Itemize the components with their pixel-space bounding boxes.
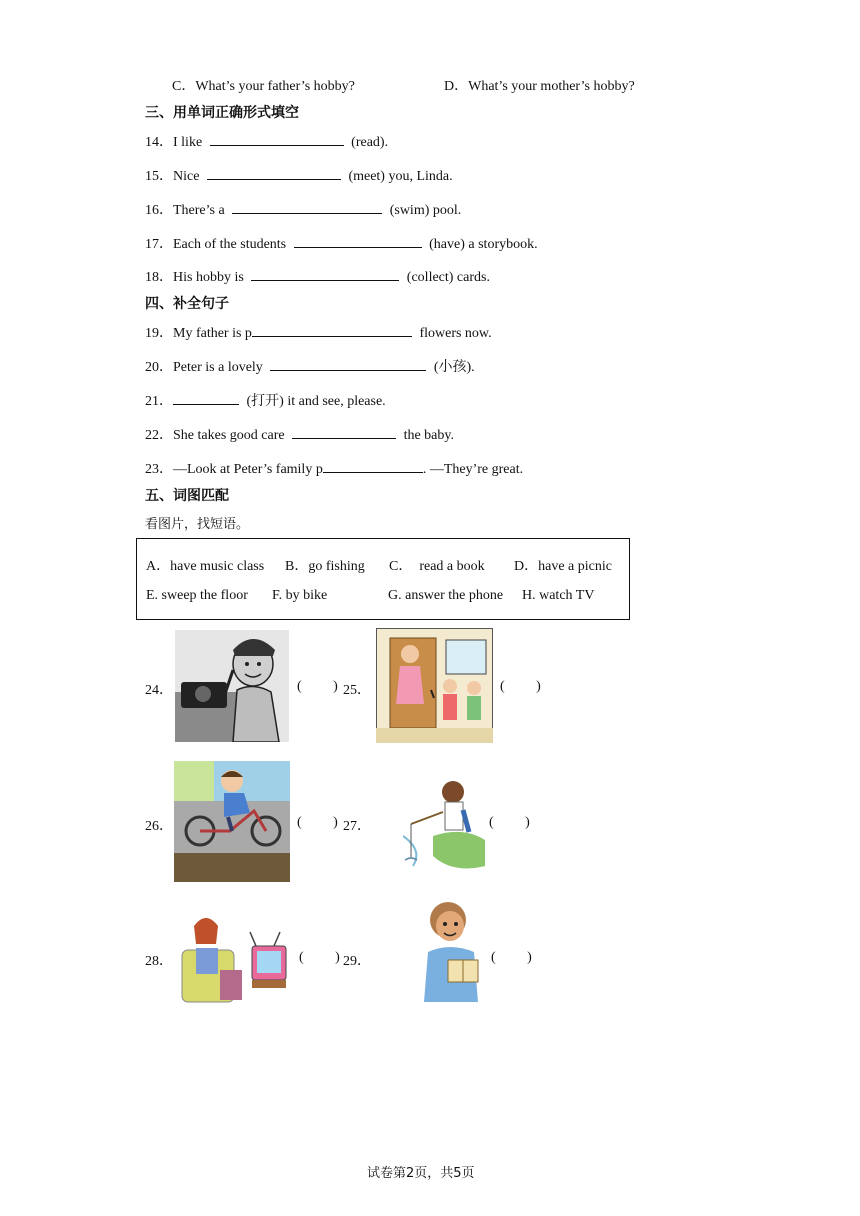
item-24-answer[interactable]: ( ): [297, 679, 338, 694]
option-d: D．have a picnic: [514, 559, 612, 574]
answer-blank[interactable]: [292, 424, 396, 439]
item-29-answer[interactable]: ( ): [491, 950, 532, 965]
question-number: 20．: [145, 360, 173, 375]
question-hint: (打开) it and see, please.: [246, 394, 386, 409]
question-text: Peter is a lovely: [173, 360, 263, 375]
question-text: His hobby is: [173, 270, 244, 285]
girl-watching-tv-image: [176, 910, 292, 1012]
bike-picture: [174, 761, 290, 882]
answer-blank[interactable]: [294, 233, 422, 248]
option-c: C．What’s your father’s hobby?: [172, 79, 355, 94]
option-a: A．have music class: [146, 559, 265, 574]
question-21: [145, 390, 386, 410]
question-number: 23．: [145, 462, 173, 477]
question-number: 15．: [145, 169, 173, 184]
question-22: [145, 424, 454, 444]
section-5-instruction: 看图片，找短语。: [145, 517, 250, 532]
answer-blank[interactable]: [252, 322, 412, 337]
option-d: D．What’s your mother’s hobby?: [444, 79, 635, 94]
question-hint: (collect) cards.: [406, 270, 490, 285]
question-23: [145, 458, 523, 478]
boy-riding-bike-image: [174, 761, 290, 882]
music-class-picture: [376, 628, 493, 743]
answer-blank[interactable]: [251, 266, 399, 281]
question-20: [145, 356, 475, 376]
answer-blank[interactable]: [232, 199, 382, 214]
question-text: Each of the students: [173, 237, 287, 252]
question-text: She takes good care: [173, 428, 285, 443]
question-18: [145, 266, 490, 286]
boy-reading-book-image: [418, 898, 486, 1002]
section-4-title: 四、补全句子: [145, 296, 229, 312]
item-27-number: 27．: [343, 819, 371, 834]
item-28-answer[interactable]: ( ): [299, 950, 340, 965]
question-number: 21．: [145, 394, 173, 409]
question-text: —Look at Peter’s family p: [173, 462, 323, 477]
answer-blank[interactable]: [173, 390, 239, 405]
option-g: G. answer the phone: [388, 588, 504, 603]
question-text: I like: [173, 135, 203, 150]
item-26-answer[interactable]: ( ): [297, 815, 338, 830]
question-text: Nice: [173, 169, 200, 184]
question-16: [145, 199, 461, 219]
phone-picture: [175, 630, 289, 742]
question-number: 22．: [145, 428, 173, 443]
item-24-number: 24．: [145, 683, 173, 698]
answer-blank[interactable]: [207, 165, 341, 180]
question-14: [145, 131, 388, 151]
question-number: 16．: [145, 203, 173, 218]
option-b: B．go fishing: [285, 559, 365, 574]
question-15: [145, 165, 453, 185]
question-17: [145, 233, 538, 253]
option-e: E. sweep the floor: [146, 588, 248, 603]
question-hint: flowers now.: [419, 326, 492, 341]
question-text: There’s a: [173, 203, 225, 218]
answer-blank[interactable]: [270, 356, 426, 371]
phrase-options-box: [136, 538, 630, 620]
item-25-number: 25．: [343, 683, 371, 698]
item-28-number: 28．: [145, 954, 173, 969]
answer-blank[interactable]: [323, 458, 423, 473]
question-hint: the baby.: [403, 428, 454, 443]
page-footer: 试卷第2页，共5页: [367, 1166, 475, 1181]
answer-blank[interactable]: [210, 131, 344, 146]
question-number: 19．: [145, 326, 173, 341]
question-hint: (have) a storybook.: [429, 237, 538, 252]
man-answering-phone-image: [175, 630, 289, 742]
question-number: 17．: [145, 237, 173, 252]
question-text: My father is p: [173, 326, 252, 341]
option-c: C． read a book: [389, 559, 485, 574]
fishing-picture: [403, 766, 485, 878]
item-25-answer[interactable]: ( ): [500, 679, 541, 694]
item-26-number: 26．: [145, 819, 173, 834]
music-class-image: [376, 628, 493, 743]
question-19: [145, 322, 492, 342]
question-hint: (小孩).: [433, 360, 475, 375]
question-number: 14．: [145, 135, 173, 150]
question-hint: (read).: [351, 135, 389, 150]
section-3-title: 三、用单词正确形式填空: [145, 105, 299, 121]
question-number: 18．: [145, 270, 173, 285]
tv-picture: [176, 910, 292, 1012]
item-29-number: 29．: [343, 954, 371, 969]
boy-fishing-image: [403, 766, 485, 878]
question-hint: . —They’re great.: [422, 462, 524, 477]
item-27-answer[interactable]: ( ): [489, 815, 530, 830]
question-hint: (meet) you, Linda.: [348, 169, 453, 184]
option-h: H. watch TV: [522, 588, 595, 603]
question-hint: (swim) pool.: [389, 203, 462, 218]
reading-picture: [418, 898, 486, 1002]
section-5-title: 五、词图匹配: [145, 488, 229, 504]
option-f: F. by bike: [272, 588, 328, 603]
